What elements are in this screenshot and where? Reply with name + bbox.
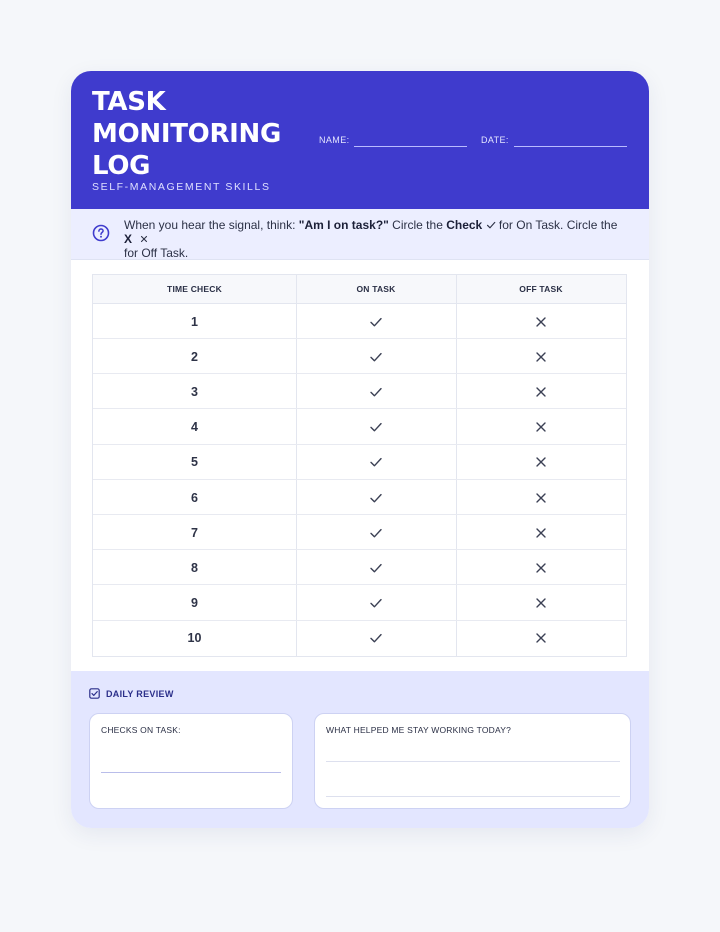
x-icon	[534, 455, 548, 469]
time-check-number: 4	[191, 420, 198, 435]
write-line[interactable]	[326, 796, 620, 797]
title-line: LOG	[92, 151, 151, 181]
table-row	[93, 374, 626, 409]
task-log-card	[71, 71, 649, 828]
check-icon	[369, 455, 383, 469]
on-task-cell[interactable]	[296, 374, 456, 409]
on-task-cell[interactable]	[296, 339, 456, 374]
time-check-number: 1	[191, 314, 198, 329]
header-off-task: OFF TASK	[519, 284, 563, 294]
on-task-cell[interactable]	[296, 480, 456, 515]
table-header	[93, 275, 626, 304]
checks-on-task-box[interactable]	[89, 713, 293, 809]
time-check-number: 2	[191, 349, 198, 364]
table-row	[93, 410, 626, 445]
check-icon	[369, 350, 383, 364]
help-circle-icon	[92, 224, 110, 242]
daily-review-section	[71, 671, 649, 828]
off-task-cell[interactable]	[456, 550, 626, 585]
x-icon	[534, 631, 548, 645]
review-heading	[89, 688, 174, 699]
time-check-number: 6	[191, 490, 198, 505]
what-helped-label: WHAT HELPED ME STAY WORKING TODAY?	[326, 725, 512, 735]
off-task-cell[interactable]	[456, 480, 626, 515]
name-field[interactable]	[354, 146, 467, 147]
off-task-cell[interactable]	[456, 621, 626, 656]
check-icon	[369, 315, 383, 329]
what-helped-box[interactable]	[314, 713, 631, 809]
x-icon	[534, 596, 548, 610]
x-icon	[534, 561, 548, 575]
instruction-x-word: X	[124, 232, 133, 246]
page-title	[92, 86, 302, 182]
check-icon	[369, 385, 383, 399]
time-check-number: 5	[191, 455, 198, 470]
on-task-cell[interactable]	[296, 304, 456, 339]
table-row	[93, 621, 626, 656]
instruction-part: for Off Task.	[124, 246, 189, 260]
check-icon	[369, 631, 383, 645]
table-row	[93, 515, 626, 550]
on-task-cell[interactable]	[296, 445, 456, 480]
table-row	[93, 339, 626, 374]
instruction-part: Circle the	[388, 218, 447, 232]
instruction-band	[71, 209, 649, 260]
log-table	[92, 274, 627, 657]
check-icon	[369, 526, 383, 540]
checks-on-task-label: CHECKS ON TASK:	[101, 725, 181, 735]
header-on-task: ON TASK	[356, 284, 396, 294]
instruction-part: When you hear the signal, think:	[124, 218, 299, 232]
instruction-part: for On Task. Circle the	[495, 218, 618, 232]
on-task-cell[interactable]	[296, 410, 456, 445]
time-check-number: 8	[191, 560, 198, 575]
title-line: TASK	[92, 87, 166, 117]
instruction-check-word: Check	[446, 218, 483, 232]
page-subtitle: SELF-MANAGEMENT SKILLS	[92, 181, 271, 193]
name-label: NAME:	[319, 135, 350, 145]
x-icon	[534, 350, 548, 364]
header-time-check: TIME CHECK	[167, 284, 222, 294]
time-check-number: 9	[191, 596, 198, 611]
table-row	[93, 304, 626, 339]
review-title: DAILY REVIEW	[106, 688, 174, 699]
off-task-cell[interactable]	[456, 339, 626, 374]
write-line[interactable]	[326, 761, 620, 762]
check-icon	[486, 220, 496, 230]
off-task-cell[interactable]	[456, 445, 626, 480]
check-icon	[369, 561, 383, 575]
off-task-cell[interactable]	[456, 304, 626, 339]
x-icon	[534, 315, 548, 329]
check-icon	[369, 420, 383, 434]
instruction-question: "Am I on task?"	[298, 218, 389, 232]
off-task-cell[interactable]	[456, 410, 626, 445]
write-line[interactable]	[101, 772, 281, 773]
x-icon	[534, 420, 548, 434]
time-check-number: 10	[187, 631, 202, 646]
header	[71, 71, 649, 209]
time-check-number: 3	[191, 384, 198, 399]
on-task-cell[interactable]	[296, 550, 456, 585]
off-task-cell[interactable]	[456, 374, 626, 409]
on-task-cell[interactable]	[296, 621, 456, 656]
title-line: MONITORING	[92, 119, 282, 149]
instruction-text	[124, 218, 624, 260]
check-icon	[369, 491, 383, 505]
x-icon	[534, 385, 548, 399]
table-row	[93, 586, 626, 621]
date-label: DATE:	[481, 135, 509, 145]
check-icon	[369, 596, 383, 610]
table-row	[93, 550, 626, 585]
checkbox-icon	[89, 688, 100, 699]
off-task-cell[interactable]	[456, 586, 626, 621]
off-task-cell[interactable]	[456, 515, 626, 550]
on-task-cell[interactable]	[296, 586, 456, 621]
x-icon	[534, 491, 548, 505]
time-check-number: 7	[191, 525, 198, 540]
on-task-cell[interactable]	[296, 515, 456, 550]
table-row	[93, 445, 626, 480]
date-field[interactable]	[514, 146, 627, 147]
x-icon	[139, 234, 149, 244]
x-icon	[534, 526, 548, 540]
table-row	[93, 480, 626, 515]
